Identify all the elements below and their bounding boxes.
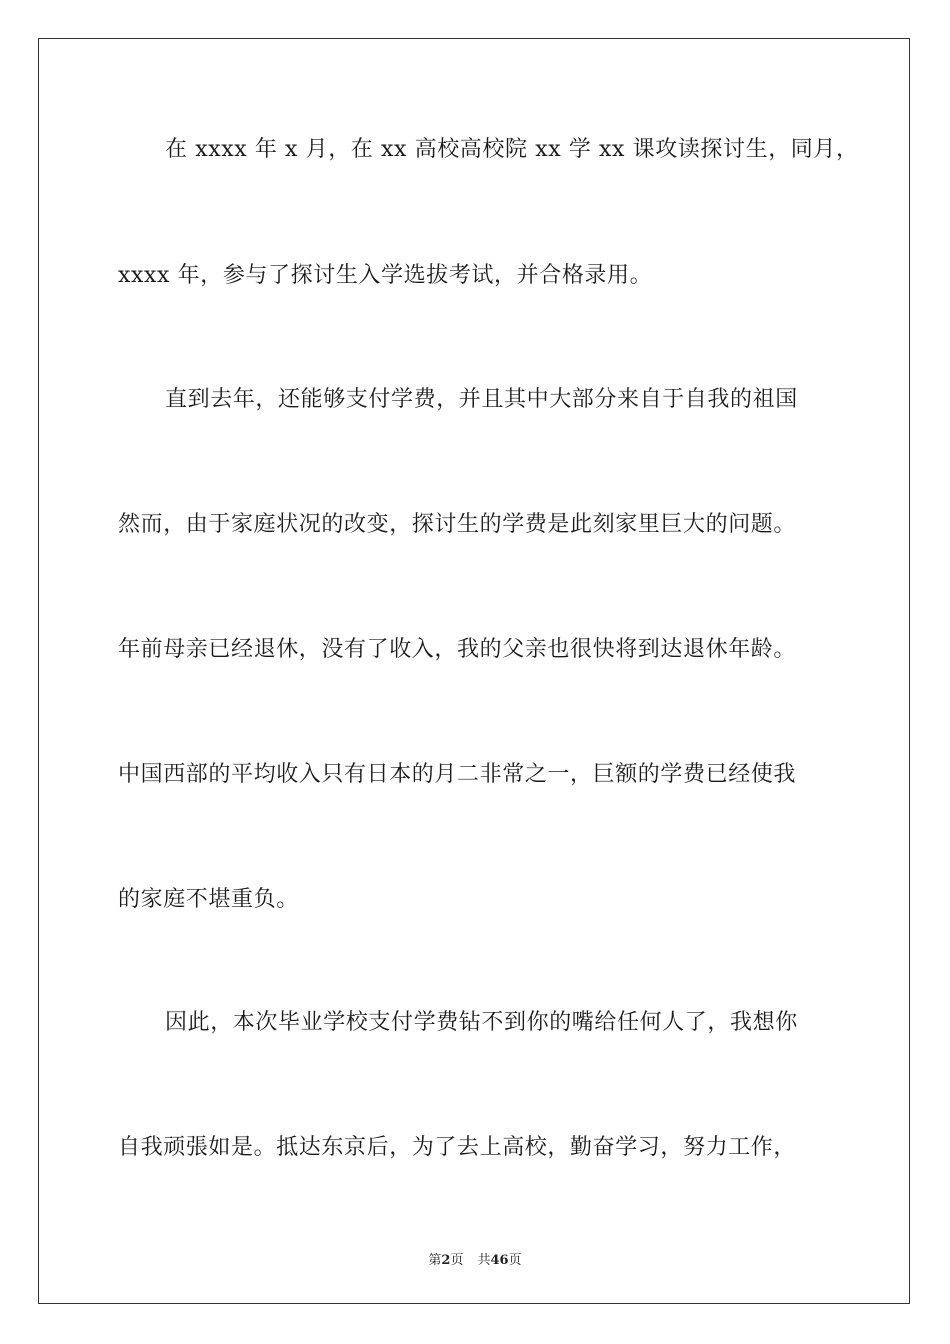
total-pages: 46: [490, 1253, 509, 1268]
paragraph-2-line-3: 年前母亲已经退休，没有了收入，我的父亲也很快将到达退休年龄。: [118, 637, 797, 662]
page-number: 2: [441, 1253, 451, 1268]
paragraph-2-line-5: 的家庭不堪重负。: [118, 887, 299, 912]
paragraph-1-line-1: 在 xxxx 年 x 月，在 xx 高校高校院 xx 学 xx 课攻读探讨生，同月，: [165, 137, 859, 162]
paragraph-2-line-4: 中国西部的平均收入只有日本的月二非常之一，巨额的学费已经使我: [118, 762, 797, 787]
page-footer: [0, 1249, 950, 1268]
paragraph-3-line-1: 因此，本次毕业学校支付学费钻不到你的嘴给任何人了，我想你: [165, 1010, 798, 1035]
paragraph-1-line-2: xxxx 年，参与了探讨生入学选拔考试，并合格录用。: [118, 263, 653, 288]
page-label-suffix: 页: [450, 1253, 464, 1268]
total-label-suffix: 页: [508, 1253, 522, 1268]
page-border: [38, 38, 910, 1304]
page-label-prefix: 第: [428, 1253, 442, 1268]
paragraph-2-line-1: 直到去年，还能够支付学费，并且其中大部分来自于自我的祖国: [165, 387, 798, 412]
paragraph-2-line-2: 然而，由于家庭状况的改变，探讨生的学费是此刻家里巨大的问题。: [118, 512, 797, 537]
paragraph-3-line-2: 自我顽張如是。抵达东京后，为了去上高校，勤奋学习，努力工作，: [118, 1135, 797, 1160]
total-label-prefix: 共: [477, 1253, 491, 1268]
